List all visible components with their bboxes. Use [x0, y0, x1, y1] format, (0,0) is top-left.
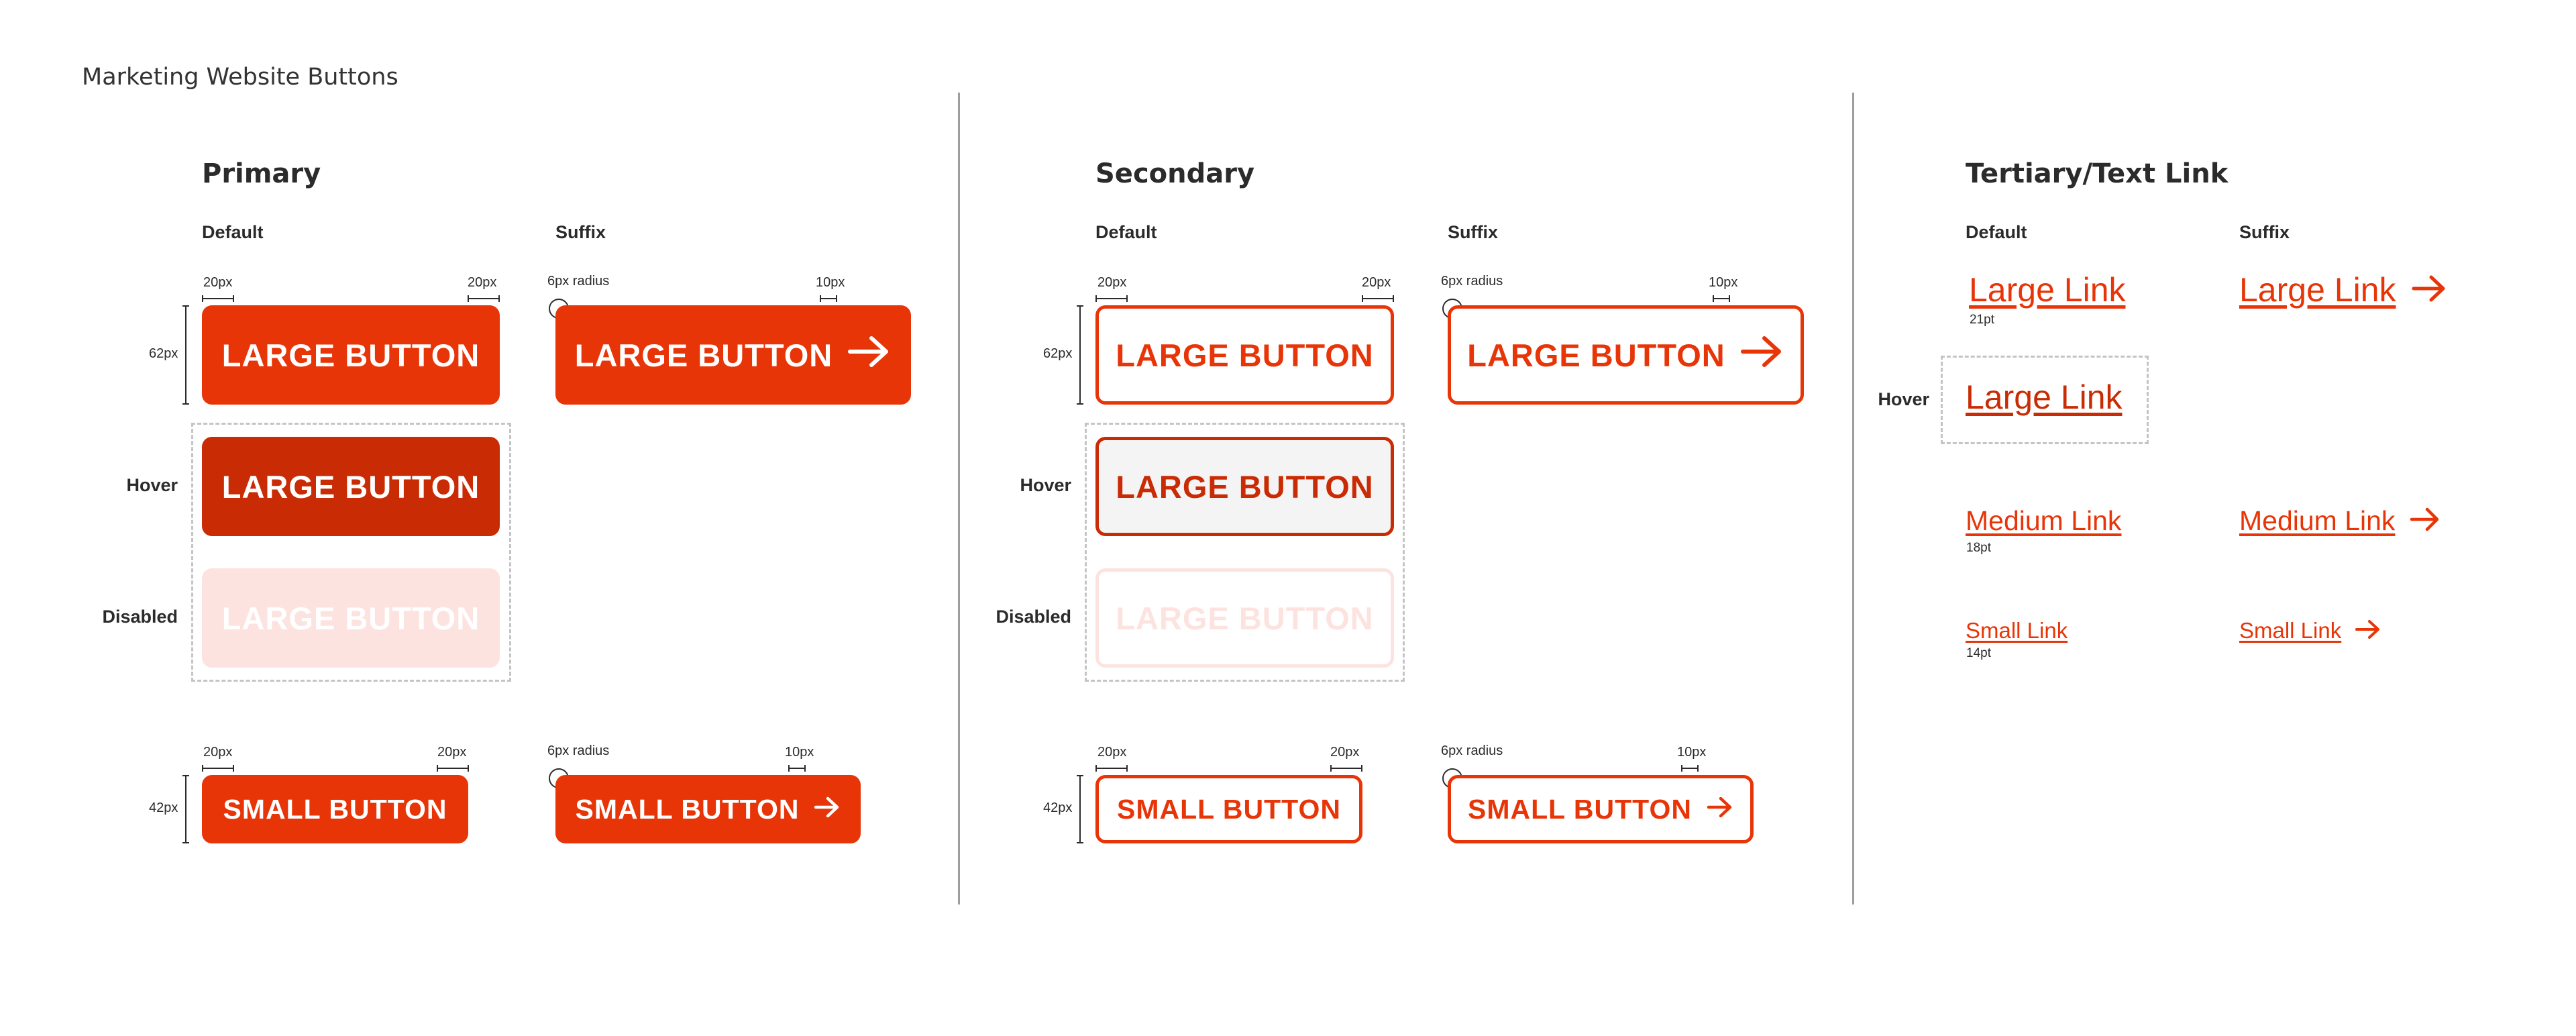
large-link-suffix[interactable] [2239, 270, 2447, 309]
button-label: LARGE BUTTON [1116, 468, 1374, 505]
arrow-right-icon [2410, 507, 2440, 535]
row-label-hover: Hover [1878, 389, 1929, 409]
height-measure [182, 775, 189, 843]
height-measure [1077, 775, 1083, 843]
button-label: LARGE BUTTON [221, 337, 480, 373]
button-label: SMALL BUTTON [1117, 793, 1341, 825]
padding-annotation: 20px [1330, 745, 1360, 760]
padding-measure [468, 295, 500, 302]
button-label: SMALL BUTTON [1468, 793, 1692, 825]
button-label: LARGE BUTTON [1116, 337, 1374, 373]
padding-annotation: 20px [437, 745, 467, 760]
secondary-large-button-disabled [1095, 568, 1394, 668]
padding-measure [788, 765, 806, 772]
padding-annotation: 20px [203, 745, 233, 760]
medium-link[interactable]: Medium Link [1966, 505, 2122, 536]
primary-large-suffix-button[interactable] [555, 305, 911, 405]
height-measure [1077, 305, 1083, 405]
radius-annotation: 6px radius [1441, 274, 1503, 289]
arrow-right-icon [847, 335, 892, 376]
radius-annotation: 6px radius [547, 743, 610, 758]
secondary-small-suffix-button[interactable] [1448, 775, 1754, 843]
button-label: LARGE BUTTON [221, 600, 480, 636]
padding-measure [202, 765, 234, 772]
secondary-large-suffix-button[interactable] [1448, 305, 1804, 405]
padding-annotation: 20px [1362, 275, 1391, 290]
column-label-default: Default [1095, 222, 1157, 242]
padding-annotation: 20px [1097, 275, 1127, 290]
primary-large-button-hover[interactable] [202, 437, 500, 536]
radius-annotation: 6px radius [547, 274, 610, 289]
padding-annotation: 20px [468, 275, 497, 290]
padding-measure [1713, 295, 1730, 302]
secondary-large-button[interactable] [1095, 305, 1394, 405]
column-label-suffix: Suffix [1448, 222, 1499, 242]
link-size-annotation: 21pt [1970, 313, 1994, 327]
height-annotation: 42px [1043, 800, 1073, 815]
link-label: Small Link [2239, 618, 2342, 643]
arrow-right-icon [814, 794, 841, 825]
column-label-suffix: Suffix [2239, 222, 2290, 242]
button-label: LARGE BUTTON [1116, 600, 1374, 636]
padding-measure [1330, 765, 1362, 772]
button-label: SMALL BUTTON [575, 793, 800, 825]
padding-measure [820, 295, 837, 302]
height-annotation: 62px [1043, 346, 1073, 361]
padding-annotation: 20px [203, 275, 233, 290]
height-measure [182, 305, 189, 405]
padding-annotation: 10px [816, 275, 845, 290]
padding-measure [1095, 295, 1128, 302]
row-label-hover: Hover [126, 475, 178, 495]
medium-link-suffix[interactable] [2239, 505, 2440, 537]
section-title-tertiary: Tertiary/Text Link [1966, 158, 2229, 189]
padding-annotation: 10px [1677, 745, 1707, 760]
large-link-hover[interactable]: Large Link [1966, 378, 2123, 416]
arrow-right-icon [2411, 274, 2447, 307]
arrow-right-icon [2355, 619, 2381, 643]
padding-measure [1681, 765, 1699, 772]
primary-small-suffix-button[interactable] [555, 775, 861, 843]
arrow-right-icon [1740, 335, 1784, 376]
arrow-right-icon [1707, 794, 1733, 825]
padding-annotation: 20px [1097, 745, 1127, 760]
primary-large-button[interactable] [202, 305, 500, 405]
column-label-suffix: Suffix [555, 222, 606, 242]
padding-measure [1095, 765, 1128, 772]
padding-measure [202, 295, 234, 302]
primary-large-button-disabled [202, 568, 500, 668]
radius-annotation: 6px radius [1441, 743, 1503, 758]
section-title-primary: Primary [202, 158, 321, 189]
padding-annotation: 10px [785, 745, 814, 760]
row-label-disabled: Disabled [102, 607, 178, 627]
section-divider [958, 93, 960, 904]
link-size-annotation: 18pt [1966, 541, 1991, 555]
small-link-suffix[interactable] [2239, 618, 2381, 643]
column-label-default: Default [202, 222, 264, 242]
button-label: SMALL BUTTON [223, 793, 447, 825]
secondary-small-button[interactable] [1095, 775, 1362, 843]
link-label: Large Link [2239, 271, 2396, 309]
button-label: LARGE BUTTON [221, 468, 480, 505]
secondary-large-button-hover[interactable] [1095, 437, 1394, 536]
padding-measure [1362, 295, 1394, 302]
section-divider [1852, 93, 1854, 904]
height-annotation: 62px [149, 346, 178, 361]
height-annotation: 42px [149, 800, 178, 815]
section-title-secondary: Secondary [1095, 158, 1255, 189]
column-label-default: Default [1966, 222, 2027, 242]
link-size-annotation: 14pt [1966, 646, 1991, 660]
page-title: Marketing Website Buttons [82, 64, 398, 91]
row-label-disabled: Disabled [996, 607, 1071, 627]
padding-measure [437, 765, 469, 772]
padding-annotation: 10px [1709, 275, 1738, 290]
primary-small-button[interactable] [202, 775, 468, 843]
button-label: LARGE BUTTON [574, 337, 833, 373]
button-label: LARGE BUTTON [1467, 337, 1725, 373]
row-label-hover: Hover [1020, 475, 1071, 495]
small-link[interactable]: Small Link [1966, 618, 2068, 643]
link-label: Medium Link [2239, 505, 2396, 536]
large-link[interactable]: Large Link [1969, 271, 2126, 309]
